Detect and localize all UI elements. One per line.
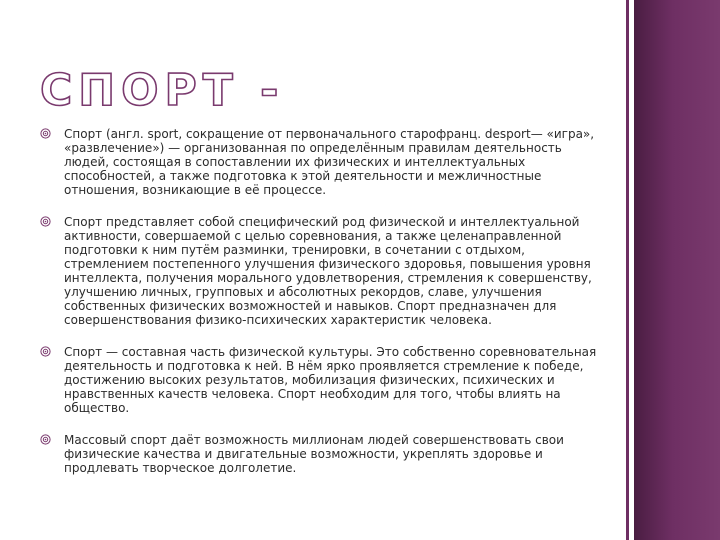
target-bullet-icon (40, 216, 51, 227)
bullet-item (40, 433, 600, 475)
bullet-item (40, 345, 600, 415)
bullet-text: Массовый спорт даёт возможность миллионам людей совершенствовать свои физические качества и двигательные возможности, укреплять здоровье и продлевать творческое долголетие. (64, 433, 564, 475)
bullet-item (40, 215, 600, 327)
side-color-band (634, 0, 720, 540)
side-divider-line (626, 0, 629, 540)
bullet-text: Спорт представляет собой специфический род физической и интеллектуальной активности, совершаемой с целью соревнования, а также целенаправленной подготовки к ним путём разминки, тренировки, в сочетании с отдыхом, стремлением постепенного улучшения физического здоровья, повышения уровня интеллекта, получения морального удовлетворения, стремления к совершенству, улучшению личных, групповых и абсолютных рекордов, славе, улучшения собственных физических возможностей и навыков. Спорт предназначен для совершенствования физико-психических характеристик человека. (64, 215, 592, 327)
bullet-item (40, 127, 600, 197)
target-bullet-icon (40, 434, 51, 445)
target-bullet-icon (40, 346, 51, 357)
bullet-text: Спорт — составная часть физической культуры. Это собственно соревновательная деятельность и подготовка к ней. В нём ярко проявляется стремление к победе, достижению высоких результатов, мобилизация физических, психических и нравственных качеств человека. Спорт необходим для того, чтобы влиять на общество. (64, 345, 597, 415)
bullet-list (40, 127, 600, 493)
slide-title: СПОРТ - (40, 65, 285, 116)
bullet-text: Спорт (англ. sport, сокращение от первоначального старофранц. desport— «игра», «развлечение») — организованная по определённым правилам деятельность людей, состоящая в сопоставлении их физических и интеллектуальных способностей, а также подготовка к этой деятельности и межличностные отношения, возникающие в её процессе. (64, 127, 595, 197)
target-bullet-icon (40, 128, 51, 139)
